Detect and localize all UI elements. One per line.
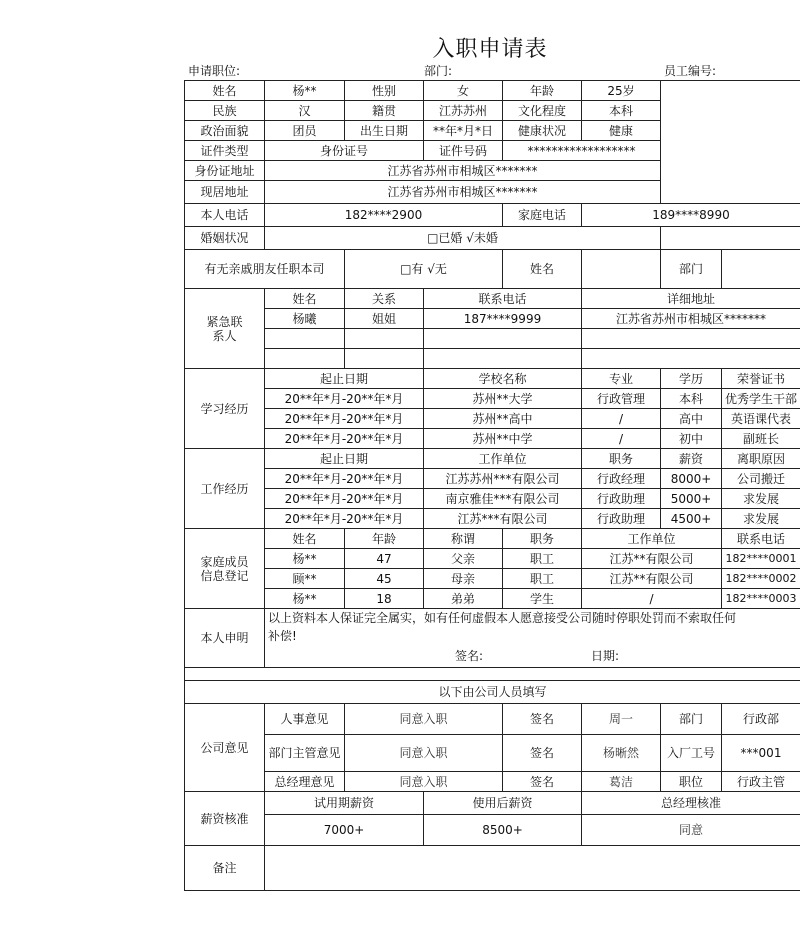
opinion-key: 入厂工号 [661,735,722,772]
family-cell[interactable]: / [582,589,722,609]
opinion-key: 职位 [661,772,722,792]
gm-approval[interactable]: 同意 [582,815,800,846]
id-address-label: 身份证地址 [185,161,265,181]
remark-value[interactable] [265,846,800,891]
study-cell[interactable]: 行政管理 [582,389,661,409]
study-cell[interactable]: 初中 [661,429,722,449]
emergency-header: 关系 [345,289,424,309]
family-cell[interactable]: 182****0003 [722,589,800,609]
work-cell[interactable]: 8000+ [661,469,722,489]
emergency-cell[interactable] [424,349,582,369]
family-cell[interactable]: 职工 [503,569,582,589]
work-cell[interactable]: 20**年*月-20**年*月 [265,489,424,509]
family-cell[interactable]: 18 [345,589,424,609]
education-value[interactable]: 本科 [582,101,661,121]
study-cell[interactable]: 20**年*月-20**年*月 [265,389,424,409]
declaration-label: 本人申明 [185,609,265,668]
opinion-role: 部门主管意见 [265,735,345,772]
opinion-text[interactable]: 同意入职 [345,772,503,792]
phone-value[interactable]: 182****2900 [265,204,503,227]
family-cell[interactable]: 父亲 [424,549,503,569]
birthdate-label: 出生日期 [345,121,424,141]
study-cell[interactable]: 高中 [661,409,722,429]
work-cell[interactable]: 江苏苏州***有限公司 [424,469,582,489]
study-cell[interactable]: 20**年*月-20**年*月 [265,409,424,429]
study-label: 学习经历 [185,369,265,449]
study-cell[interactable]: 苏州**高中 [424,409,582,429]
study-header: 学历 [661,369,722,389]
emergency-header: 联系电话 [424,289,582,309]
family-header: 称谓 [424,529,503,549]
id-number-value[interactable]: ****************** [503,141,661,161]
political-label: 政治面貌 [185,121,265,141]
study-cell[interactable]: 英语课代表 [722,409,800,429]
family-cell[interactable]: 江苏**有限公司 [582,549,722,569]
opinion-sign-label: 签名 [503,704,582,735]
emergency-cell[interactable] [265,329,345,349]
declaration-text: 以上资料本人保证完全属实，如有任何虚假本人愿意接受公司随时停职处罚而不索取任何补偿! [268,611,737,643]
opinion-signature[interactable]: 周一 [582,704,661,735]
political-value[interactable]: 团员 [265,121,345,141]
family-cell[interactable]: 母亲 [424,569,503,589]
work-cell[interactable]: 行政经理 [582,469,661,489]
work-header: 工作单位 [424,449,582,469]
relative-dept-label: 部门 [661,250,722,289]
opinion-signature[interactable]: 杨晰然 [582,735,661,772]
family-header: 联系电话 [722,529,800,549]
phone-label: 本人电话 [185,204,265,227]
declaration-box[interactable] [265,609,800,668]
regular-salary[interactable]: 8500+ [424,815,582,846]
emergency-header: 姓名 [265,289,345,309]
study-cell[interactable]: 优秀学生干部 [722,389,800,409]
study-cell[interactable]: 苏州**中学 [424,429,582,449]
emergency-cell[interactable] [345,349,424,369]
family-cell[interactable]: 江苏**有限公司 [582,569,722,589]
opinion-key: 部门 [661,704,722,735]
health-label: 健康状况 [503,121,582,141]
study-header: 荣誉证书 [722,369,800,389]
study-cell[interactable]: 本科 [661,389,722,409]
photo-box[interactable] [661,81,800,204]
work-cell[interactable]: 行政助理 [582,509,661,529]
declaration-date: 日期: [591,649,620,663]
emergency-cell[interactable]: 姐姐 [345,309,424,329]
work-label: 工作经历 [185,449,265,529]
opinion-role: 人事意见 [265,704,345,735]
family-cell[interactable]: 弟弟 [424,589,503,609]
company-opinion-label: 公司意见 [185,704,265,792]
form-title: 入职申请表 [432,37,548,62]
study-header: 学校名称 [424,369,582,389]
emergency-cell[interactable]: 江苏省苏州市相城区******* [582,309,800,329]
name-value[interactable]: 杨** [265,81,345,101]
work-cell[interactable]: 江苏***有限公司 [424,509,582,529]
opinion-sign-label: 签名 [503,735,582,772]
id-address-value[interactable]: 江苏省苏州市相城区******* [265,161,661,181]
application-form [184,80,800,891]
family-header: 年龄 [345,529,424,549]
spacer-row [185,668,800,681]
current-address-value[interactable]: 江苏省苏州市相城区******* [265,181,661,204]
health-value[interactable]: 健康 [582,121,661,141]
company-section-title: 以下由公司人员填写 [185,681,800,704]
ethnicity-value[interactable]: 汉 [265,101,345,121]
current-address-label: 现居地址 [185,181,265,204]
emergency-cell[interactable]: 杨曦 [265,309,345,329]
work-cell[interactable]: 求发展 [722,489,800,509]
work-header: 职务 [582,449,661,469]
work-cell[interactable]: 20**年*月-20**年*月 [265,469,424,489]
relative-name-label: 姓名 [503,250,582,289]
gender-label: 性别 [345,81,424,101]
declaration-sign: 签名: [455,649,484,663]
family-header: 工作单位 [582,529,722,549]
home-phone-value[interactable]: 189****8990 [582,204,800,227]
emergency-header: 详细地址 [582,289,800,309]
study-cell[interactable]: / [582,409,661,429]
opinion-signature[interactable]: 葛洁 [582,772,661,792]
family-cell[interactable]: 职工 [503,549,582,569]
family-cell[interactable]: 182****0002 [722,569,800,589]
work-cell[interactable]: 4500+ [661,509,722,529]
relatives-checkboxes[interactable]: □有 √无 [345,250,503,289]
family-cell[interactable]: 顾** [265,569,345,589]
ethnicity-label: 民族 [185,101,265,121]
education-label: 文化程度 [503,101,582,121]
family-label: 家庭成员信息登记 [185,529,265,609]
study-cell[interactable]: 20**年*月-20**年*月 [265,429,424,449]
relative-dept-value[interactable] [722,250,800,289]
home-phone-label: 家庭电话 [503,204,582,227]
name-label: 姓名 [185,81,265,101]
family-cell[interactable]: 47 [345,549,424,569]
study-header: 起止日期 [265,369,424,389]
marital-label: 婚姻状况 [185,227,265,250]
id-type-label: 证件类型 [185,141,265,161]
probation-salary[interactable]: 7000+ [265,815,424,846]
remark-label: 备注 [185,846,265,891]
opinion-sign-label: 签名 [503,772,582,792]
study-cell[interactable]: / [582,429,661,449]
opinion-value[interactable]: 行政部 [722,704,800,735]
study-cell[interactable]: 副班长 [722,429,800,449]
work-header: 离职原因 [722,449,800,469]
work-header: 起止日期 [265,449,424,469]
marital-blank [661,227,800,250]
opinion-text[interactable]: 同意入职 [345,735,503,772]
family-cell[interactable]: 182****0001 [722,549,800,569]
salary-header: 使用后薪资 [424,792,582,815]
opinion-role: 总经理意见 [265,772,345,792]
work-cell[interactable]: 20**年*月-20**年*月 [265,509,424,529]
id-type-value[interactable]: 身份证号 [265,141,424,161]
origin-label: 籍贯 [345,101,424,121]
employee-number-label: 员工编号: [664,64,717,78]
age-label: 年龄 [503,81,582,101]
family-cell[interactable]: 学生 [503,589,582,609]
birthdate-value[interactable]: **年*月*日 [424,121,503,141]
relatives-label: 有无亲戚朋友任职本司 [185,250,345,289]
work-cell[interactable]: 求发展 [722,509,800,529]
emergency-cell[interactable] [265,349,345,369]
salary-label: 薪资核准 [185,792,265,846]
opinion-value[interactable]: ***001 [722,735,800,772]
marital-checkboxes[interactable]: □已婚 √未婚 [265,227,661,250]
opinion-text[interactable]: 同意入职 [345,704,503,735]
emergency-cell[interactable] [582,329,800,349]
family-cell[interactable]: 杨** [265,589,345,609]
gender-value[interactable]: 女 [424,81,503,101]
origin-value[interactable]: 江苏苏州 [424,101,503,121]
emergency-label: 紧急联系人 [185,289,265,369]
family-cell[interactable]: 杨** [265,549,345,569]
family-header: 职务 [503,529,582,549]
study-header: 专业 [582,369,661,389]
applied-position-label: 申请职位: [188,64,241,78]
id-number-label: 证件号码 [424,141,503,161]
emergency-cell[interactable] [345,329,424,349]
relative-name-value[interactable] [582,250,661,289]
work-cell[interactable]: 5000+ [661,489,722,509]
age-value[interactable]: 25岁 [582,81,661,101]
work-cell[interactable]: 行政助理 [582,489,661,509]
work-header: 薪资 [661,449,722,469]
work-cell[interactable]: 公司搬迁 [722,469,800,489]
department-label: 部门: [424,64,453,78]
family-header: 姓名 [265,529,345,549]
opinion-value[interactable]: 行政主管 [722,772,800,792]
salary-header: 试用期薪资 [265,792,424,815]
emergency-cell[interactable]: 187****9999 [424,309,582,329]
emergency-cell[interactable] [582,349,800,369]
family-cell[interactable]: 45 [345,569,424,589]
work-cell[interactable]: 南京雅佳***有限公司 [424,489,582,509]
salary-header: 总经理核准 [582,792,800,815]
study-cell[interactable]: 苏州**大学 [424,389,582,409]
emergency-cell[interactable] [424,329,582,349]
